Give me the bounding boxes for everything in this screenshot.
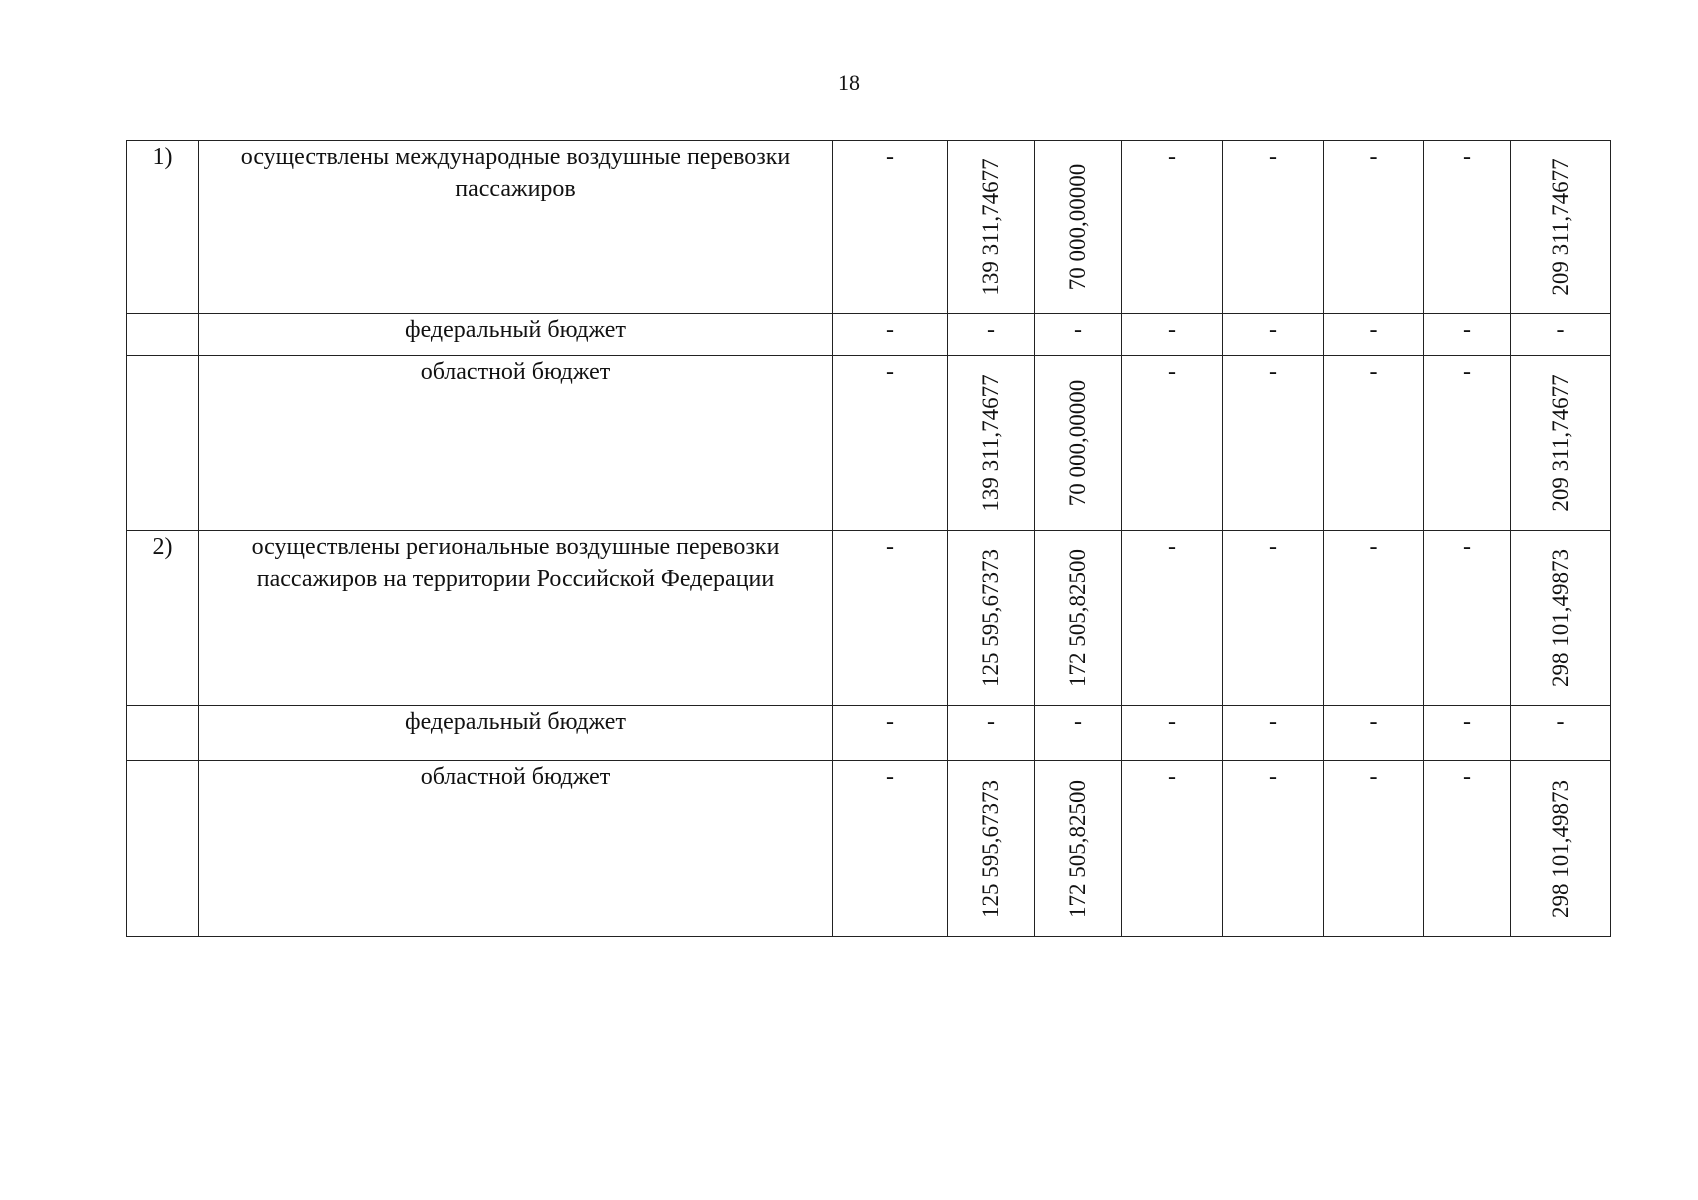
table-cell: -	[1035, 314, 1122, 356]
table-cell: -	[1324, 531, 1424, 706]
table-cell: -	[1223, 531, 1324, 706]
table-cell: -	[1324, 706, 1424, 761]
cell-value: 70 000,00000	[1065, 379, 1090, 507]
row-number	[127, 314, 199, 356]
table-cell: -	[1122, 141, 1223, 314]
row-number	[127, 761, 199, 937]
table-cell: -	[1324, 356, 1424, 531]
row-description: осуществлены международные воздушные перевозки пассажиров	[199, 141, 833, 314]
row-description: областной бюджет	[199, 356, 833, 531]
table-cell: -	[948, 314, 1035, 356]
row-number: 2)	[127, 531, 199, 706]
table-cell: -	[833, 531, 948, 706]
table-cell: -	[1424, 314, 1511, 356]
row-number	[127, 706, 199, 761]
row-description: осуществлены региональные воздушные перевозки пассажиров на территории Российской Федерации	[199, 531, 833, 706]
table-cell	[1035, 141, 1122, 314]
table-cell: -	[1035, 706, 1122, 761]
table-row	[127, 761, 1611, 937]
table-row	[127, 706, 1611, 761]
table-row	[127, 314, 1611, 356]
cell-value: 298 101,49873	[1547, 549, 1573, 687]
table-cell: -	[1324, 314, 1424, 356]
table-cell: -	[833, 141, 948, 314]
cell-value: 172 505,82500	[1065, 549, 1090, 687]
table-cell: -	[1122, 356, 1223, 531]
row-description: федеральный бюджет	[199, 706, 833, 761]
table-cell: -	[833, 314, 948, 356]
table-cell: -	[1122, 531, 1223, 706]
cell-value: 70 000,00000	[1065, 163, 1090, 291]
table-cell: -	[1122, 314, 1223, 356]
row-number: 1)	[127, 141, 199, 314]
table-cell: -	[1511, 706, 1611, 761]
row-number	[127, 356, 199, 531]
table-cell: -	[1122, 761, 1223, 937]
cell-value: 139 311,74677	[978, 158, 1003, 296]
table-cell: -	[1424, 141, 1511, 314]
table-cell: -	[833, 706, 948, 761]
table-cell: -	[1424, 356, 1511, 531]
table-cell	[1035, 531, 1122, 706]
row-description: федеральный бюджет	[199, 314, 833, 356]
table-row	[127, 356, 1611, 531]
page-number: 18	[838, 70, 860, 95]
cell-value: 209 311,74677	[1547, 158, 1573, 296]
table-cell	[1035, 761, 1122, 937]
table-cell: -	[1223, 356, 1324, 531]
table-row	[127, 531, 1611, 706]
cell-value: 172 505,82500	[1065, 779, 1090, 918]
table-cell: -	[833, 356, 948, 531]
table-cell	[1511, 531, 1611, 706]
table-cell: -	[1424, 706, 1511, 761]
table-cell	[948, 141, 1035, 314]
table-cell	[948, 356, 1035, 531]
table-cell	[948, 761, 1035, 937]
cell-value: 125 595,67373	[978, 779, 1003, 918]
table-cell: -	[1223, 314, 1324, 356]
cell-value: 209 311,74677	[1547, 374, 1573, 512]
table-cell: -	[1324, 141, 1424, 314]
cell-value: 298 101,49873	[1547, 779, 1573, 918]
table-row	[127, 141, 1611, 314]
row-description: областной бюджет	[199, 761, 833, 937]
table-cell	[1035, 356, 1122, 531]
table-cell: -	[1223, 141, 1324, 314]
table-cell	[1511, 141, 1611, 314]
cell-value: 139 311,74677	[978, 374, 1003, 512]
table-cell: -	[1223, 761, 1324, 937]
table-cell: -	[1424, 531, 1511, 706]
table-cell	[1511, 356, 1611, 531]
table-cell: -	[833, 761, 948, 937]
table-cell: -	[1324, 761, 1424, 937]
cell-value: 125 595,67373	[978, 549, 1003, 687]
table-cell: -	[948, 706, 1035, 761]
table-cell	[1511, 761, 1611, 937]
financing-table	[126, 140, 1611, 937]
table-cell: -	[1122, 706, 1223, 761]
table-cell: -	[1223, 706, 1324, 761]
table-cell: -	[1511, 314, 1611, 356]
table-cell: -	[1424, 761, 1511, 937]
table-cell	[948, 531, 1035, 706]
